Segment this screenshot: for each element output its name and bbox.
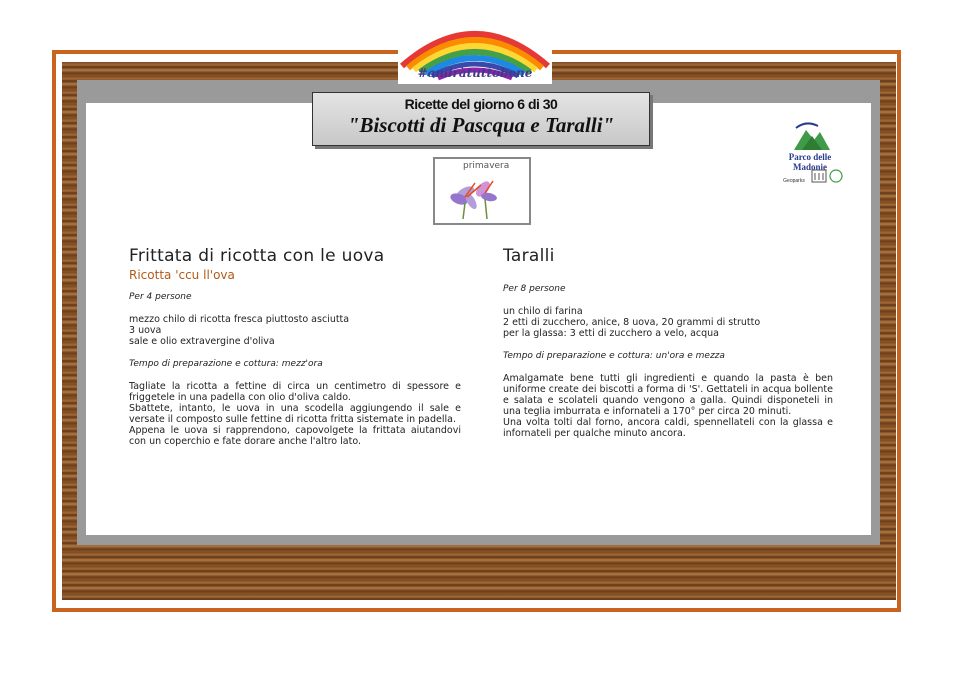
method-step: Appena le uova si rapprendono, capovolgete la frittata aiutandovi con un coperchio e fate dorare anche l'altro lato.	[129, 425, 461, 447]
ingredient-item: per la glassa: 3 etti di zucchero a velo, acqua	[503, 328, 719, 339]
recipe-title: Taralli	[503, 246, 555, 266]
season-label: primavera	[463, 161, 510, 171]
recipe-left	[129, 246, 461, 447]
ingredient-item: sale e olio extravergine d'oliva	[129, 336, 275, 347]
page-title: "Biscotti di Pascqua e Taralli"	[347, 113, 615, 137]
recipe-right	[503, 246, 833, 439]
servings: Per 8 persone	[503, 284, 566, 294]
method-step: Tagliate la ricotta a fettine di circa un centimetro di spessore e friggetele in una padella con olio d'oliva caldo.	[129, 381, 461, 403]
day-counter: Ricette del giorno 6 di 30	[404, 96, 558, 112]
servings: Per 4 persone	[129, 292, 192, 302]
geopark-label: Geoparks	[783, 178, 805, 184]
hashtag-label: #andràtuttobene	[417, 66, 533, 80]
unesco-icon	[810, 168, 846, 184]
ingredient-item: 3 uova	[129, 325, 162, 336]
method-step: Sbattete, intanto, le uova in una scodella aggiungendo il sale e versate il composto sulle fettine di ricotta fritta sistemate in padella.	[129, 403, 461, 425]
prep-time: Tempo di preparazione e cottura: un'ora e mezza	[503, 351, 725, 361]
recipe-title: Frittata di ricotta con le uova	[129, 246, 385, 266]
park-name: Parco delle Madonie	[788, 152, 832, 172]
prep-time: Tempo di preparazione e cottura: mezz'ora	[129, 359, 323, 369]
recipe-dialect-name: Ricotta 'ccu ll'ova	[129, 268, 235, 282]
ingredient-item: 2 etti di zucchero, anice, 8 uova, 20 grammi di strutto	[503, 317, 761, 328]
method-step: Una volta tolti dal forno, ancora caldi, spennellateli con la glassa e infornateli per qualche minuto ancora.	[503, 417, 833, 439]
park-logo	[772, 118, 848, 188]
saffron-flower-icon	[435, 159, 529, 223]
season-image	[433, 157, 531, 225]
mountain-icon	[772, 118, 848, 152]
method-step: Amalgamate bene tutti gli ingredienti e quando la pasta è ben uniforme create dei biscotti a forma di 'S'. Gettateli in acqua bollente e salata e scolateli quando vengono a galla. Quindi disponeteli in una teglia imburrata e infornateli a 170° per circa 20 minuti.	[503, 373, 833, 417]
title-banner	[312, 92, 650, 146]
ingredient-item: un chilo di farina	[503, 306, 583, 317]
ingredient-item: mezzo chilo di ricotta fresca piuttosto asciutta	[129, 314, 350, 325]
